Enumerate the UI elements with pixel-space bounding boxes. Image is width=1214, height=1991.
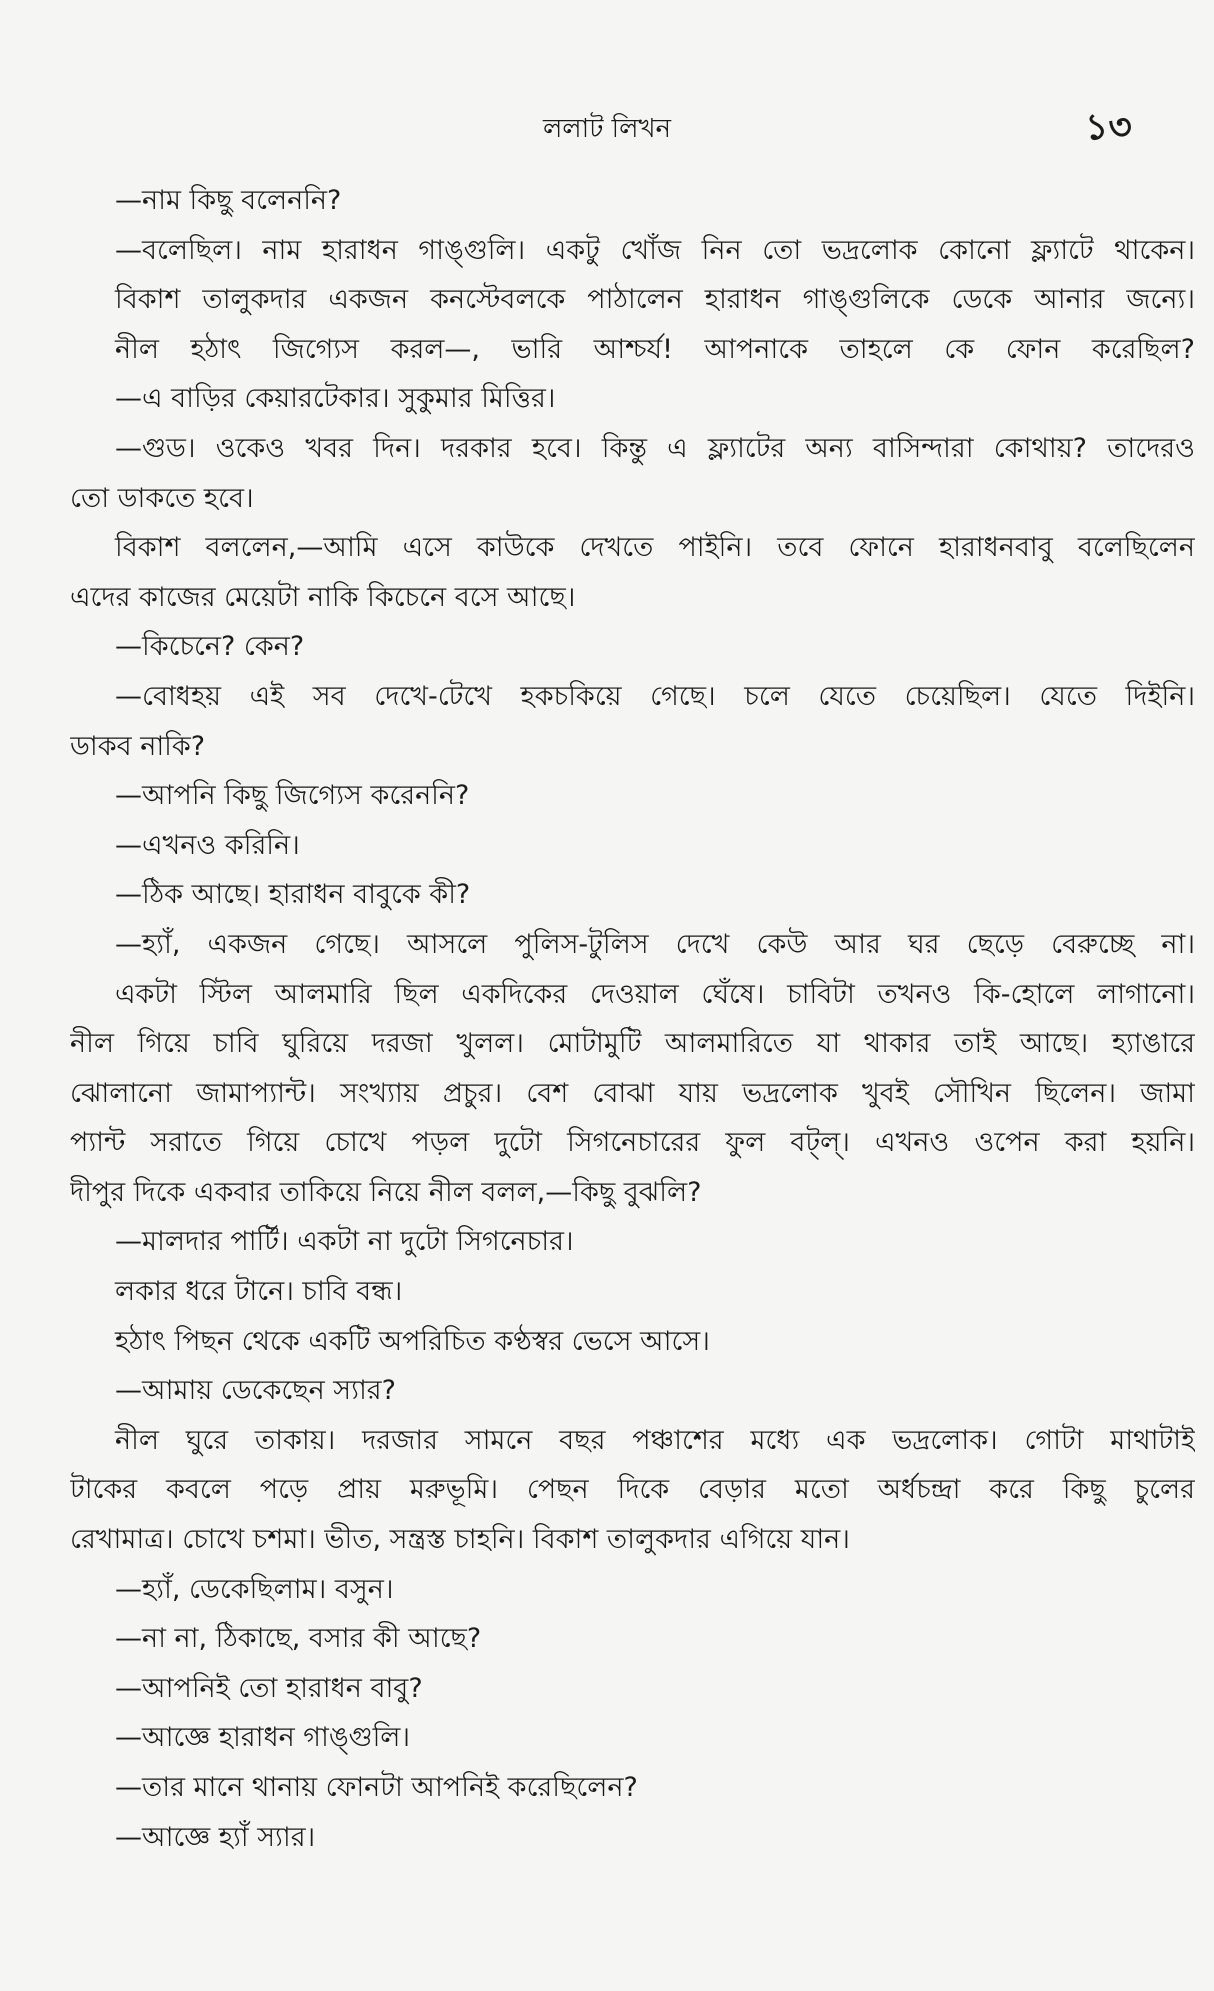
text-line: —আপনিই তো হারাধন বাবু? <box>115 1672 423 1704</box>
text-line: প্যান্ট সরাতে গিয়ে চোখে পড়ল দুটো সিগনেচারের ফুল বট্‌ল্‌। এখনও ওপেন করা হয়নি। <box>70 1127 1195 1159</box>
text-line: —কিচেনে? কেন? <box>115 631 305 663</box>
text-line: লকার ধরে টানে। চাবি বন্ধ। <box>115 1276 403 1308</box>
text-line: —আমায় ডেকেছেন স্যার? <box>115 1375 396 1407</box>
text-line: ডাকব নাকি? <box>70 730 206 762</box>
text-line: ঝোলানো জামাপ্যান্ট। সংখ্যায় প্রচুর। বেশ বোঝা যায় ভদ্রলোক খুবই সৌখিন ছিলেন। জামা <box>70 1077 1195 1109</box>
text-line: —গুড। ওকেও খবর দিন। দরকার হবে। কিন্তু এ ফ্ল্যাটের অন্য বাসিন্দারা কোথায়? তাদেরও <box>115 432 1195 464</box>
text-line: নীল ঘুরে তাকায়। দরজার সামনে বছর পঞ্চাশের মধ্যে এক ভদ্রলোক। গোটা মাথাটাই <box>115 1424 1195 1456</box>
running-header-title: ললাট লিখন <box>542 114 672 144</box>
text-line: —বোধহয় এই সব দেখে-টেখে হকচকিয়ে গেছে। চলে যেতে চেয়েছিল। যেতে দিইনি। <box>115 680 1195 712</box>
text-line: দীপুর দিকে একবার তাকিয়ে নিয়ে নীল বলল,—কিছু বুঝলি? <box>70 1176 702 1208</box>
text-line: —এ বাড়ির কেয়ারটেকার। সুকুমার মিত্তির। <box>115 383 556 415</box>
text-line: নীল গিয়ে চাবি ঘুরিয়ে দরজা খুলল। মোটামুটি আলমারিতে যা থাকার তাই আছে। হ্যাঙারে <box>70 1028 1195 1060</box>
text-line: —তার মানে থানায় ফোনটা আপনিই করেছিলেন? <box>115 1772 638 1803</box>
text-line: টাকের কবলে পড়ে প্রায় মরুভূমি। পেছন দিকে বেড়ার মতো অর্ধচন্দ্রা করে কিছু চুলের <box>70 1474 1195 1506</box>
body-text <box>70 176 1195 1862</box>
page-number: ১৩ <box>1085 107 1132 148</box>
text-line: হঠাৎ পিছন থেকে একটি অপরিচিত কণ্ঠস্বর ভেসে আসে। <box>115 1325 710 1357</box>
text-line: তো ডাকতে হবে। <box>70 482 254 514</box>
text-line: —মালদার পার্টি। একটা না দুটো সিগনেচার। <box>115 1226 574 1258</box>
text-line: —না না, ঠিকাছে, বসার কী আছে? <box>115 1623 482 1655</box>
text-line: —হ্যাঁ, একজন গেছে। আসলে পুলিস-টুলিস দেখে কেউ আর ঘর ছেড়ে বেরুচ্ছে না। <box>115 928 1195 960</box>
text-line: —ঠিক আছে। হারাধন বাবুকে কী? <box>115 879 471 911</box>
text-line: —আজ্ঞে হ্যাঁ স্যার। <box>115 1821 316 1853</box>
text-line: —এখনও করিনি। <box>115 829 300 861</box>
text-line: নীল হঠাৎ জিগ্যেস করল—, ভারি আশ্চর্য! আপনাকে তাহলে কে ফোন করেছিল? <box>115 333 1195 365</box>
text-line: —বলেছিল। নাম হারাধন গাঙ্গুলি। একটু খোঁজ নিন তো ভদ্রলোক কোনো ফ্ল্যাটে থাকেন। <box>115 234 1195 266</box>
text-line: —নাম কিছু বলেননি? <box>115 185 342 216</box>
text-line: —হ্যাঁ, ডেকেছিলাম। বসুন। <box>115 1573 394 1605</box>
text-line: —আপনি কিছু জিগ্যেস করেননি? <box>115 780 470 812</box>
text-line: বিকাশ বললেন,—আমি এসে কাউকে দেখতে পাইনি। তবে ফোনে হারাধনবাবু বলেছিলেন <box>115 532 1195 564</box>
text-line: রেখামাত্র। চোখে চশমা। ভীত, সন্ত্রস্ত চাহনি। বিকাশ তালুকদার এগিয়ে যান। <box>70 1524 850 1556</box>
text-line: একটা স্টিল আলমারি ছিল একদিকের দেওয়াল ঘেঁষে। চাবিটা তখনও কি-হোলে লাগানো। <box>115 978 1195 1010</box>
text-line: এদের কাজের মেয়েটা নাকি কিচেনে বসে আছে। <box>70 581 576 613</box>
text-line: বিকাশ তালুকদার একজন কনস্টেবলকে পাঠালেন হারাধন গাঙ্গুলিকে ডেকে আনার জন্যে। <box>115 284 1195 316</box>
text-line: —আজ্ঞে হারাধন গাঙ্গুলি। <box>115 1722 411 1754</box>
